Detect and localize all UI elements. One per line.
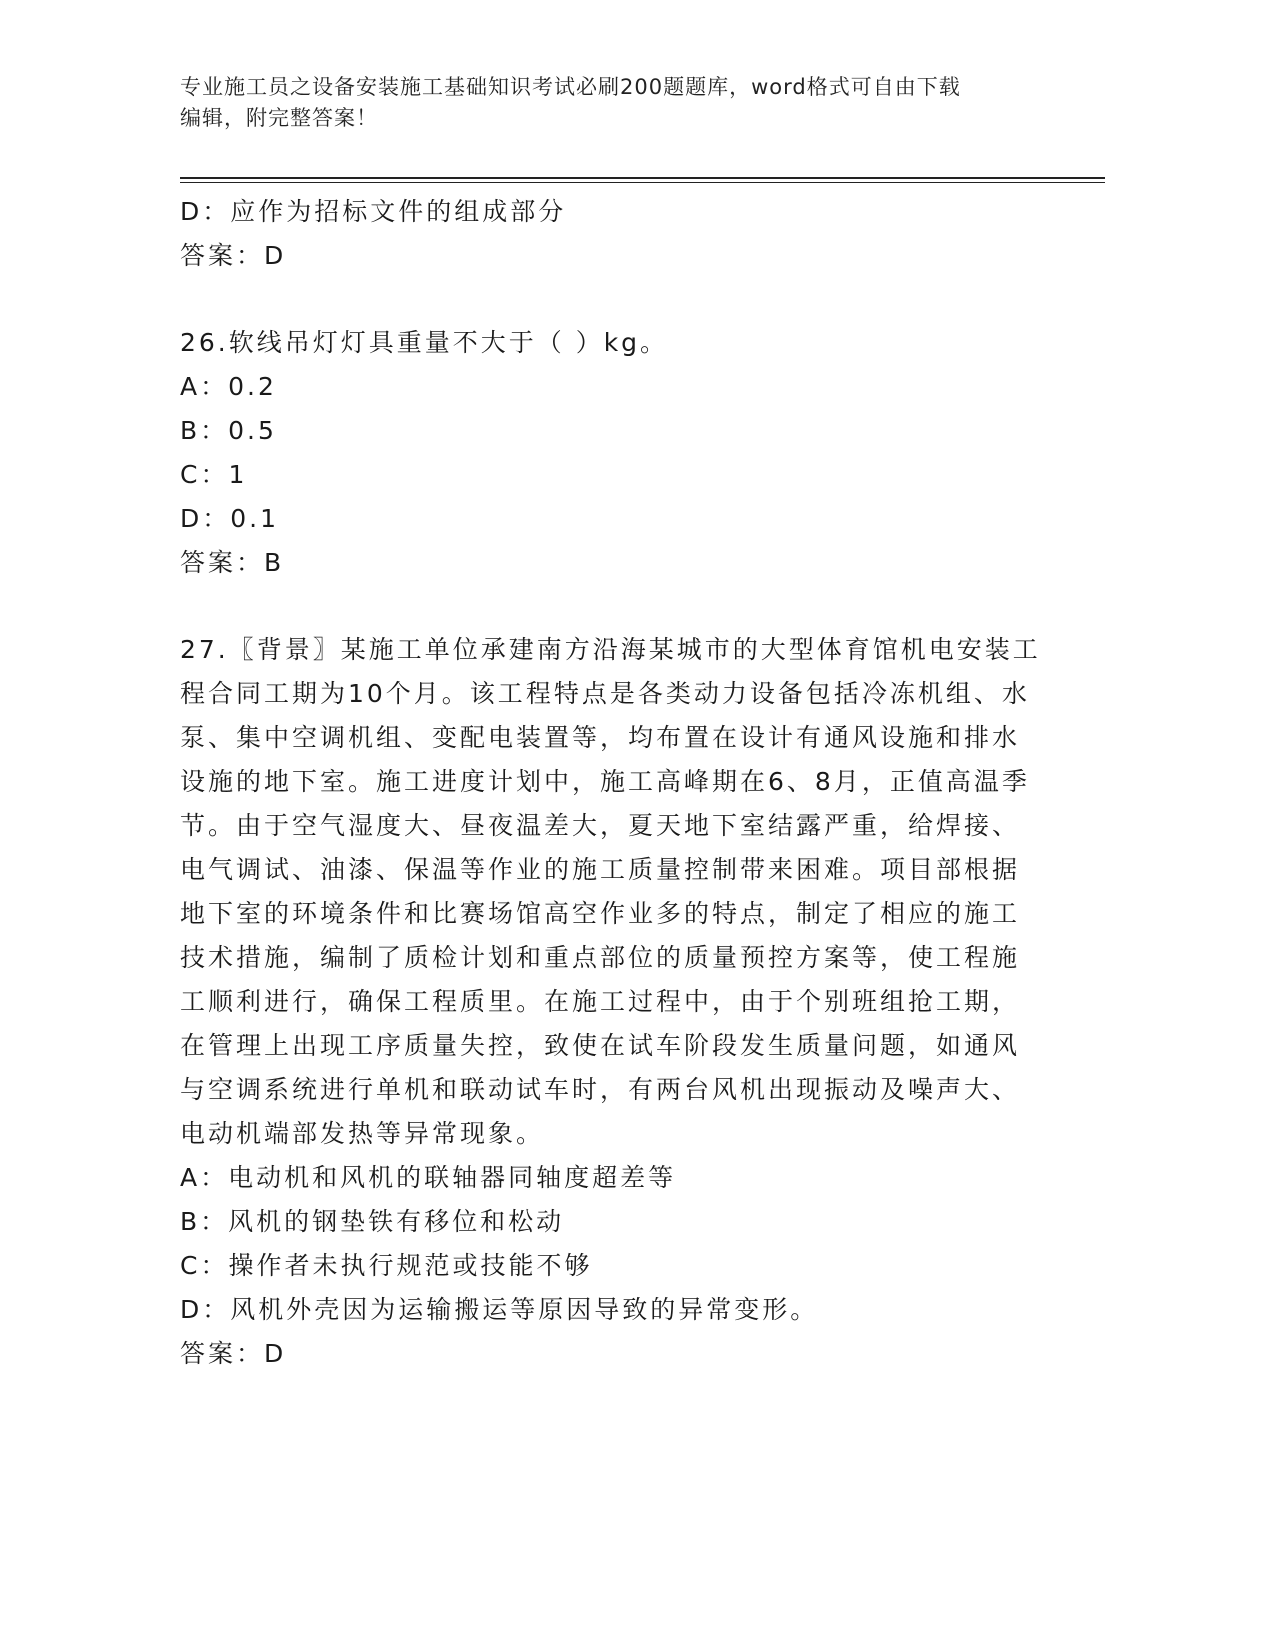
document-header bbox=[180, 72, 1040, 134]
q26-option-c: C：1 bbox=[180, 460, 248, 489]
q27-stem-line: 电动机端部发热等异常现象。 bbox=[180, 1119, 545, 1148]
q27-stem bbox=[180, 628, 1041, 1156]
q27-stem-line: 与空调系统进行单机和联动试车时，有两台风机出现振动及噪声大、 bbox=[180, 1075, 1021, 1104]
q27-stem-line: 地下室的环境条件和比赛场馆高空作业多的特点，制定了相应的施工 bbox=[180, 899, 1021, 928]
q26-answer: 答案：B bbox=[180, 548, 285, 577]
spacer bbox=[180, 585, 1080, 628]
q25-answer: 答案：D bbox=[180, 241, 287, 270]
q27-option-d: D：风机外壳因为运输搬运等原因导致的异常变形。 bbox=[180, 1295, 819, 1324]
q27-option-c: C：操作者未执行规范或技能不够 bbox=[180, 1251, 593, 1280]
q25-option-d: D：应作为招标文件的组成部分 bbox=[180, 197, 567, 226]
q27-stem-line: 设施的地下室。施工进度计划中，施工高峰期在6、8月，正值高温季 bbox=[180, 767, 1030, 796]
q26-option-b: B：0.5 bbox=[180, 416, 277, 445]
q27-stem-line: 节。由于空气湿度大、昼夜温差大，夏天地下室结露严重，给焊接、 bbox=[180, 811, 1021, 840]
header-title-line-2: 编辑，附完整答案！ bbox=[180, 106, 378, 130]
q27-answer: 答案：D bbox=[180, 1339, 287, 1368]
spacer bbox=[180, 278, 1080, 321]
q26-option-a: A：0.2 bbox=[180, 372, 277, 401]
q27-option-b: B：风机的钢垫铁有移位和松动 bbox=[180, 1207, 565, 1236]
q27-stem-line: 工顺利进行，确保工程质里。在施工过程中，由于个别班组抢工期， bbox=[180, 987, 1021, 1016]
q27-stem-line: 技术措施，编制了质检计划和重点部位的质量预控方案等，使工程施 bbox=[180, 943, 1021, 972]
q26-stem: 26.软线吊灯灯具重量不大于（ ）kg。 bbox=[180, 328, 669, 357]
q27-option-a: A：电动机和风机的联轴器同轴度超差等 bbox=[180, 1163, 677, 1192]
q27-stem-line: 27.〖背景〗某施工单位承建南方沿海某城市的大型体育馆机电安装工 bbox=[180, 635, 1041, 664]
q27-stem-line: 程合同工期为10个月。该工程特点是各类动力设备包括冷冻机组、水 bbox=[180, 679, 1030, 708]
q26-option-d: D：0.1 bbox=[180, 504, 280, 533]
header-divider-thin bbox=[180, 182, 1105, 183]
q27-stem-line: 电气调试、油漆、保温等作业的施工质量控制带来困难。项目部根据 bbox=[180, 855, 1021, 884]
question-content bbox=[180, 190, 1080, 1376]
header-divider-thick bbox=[180, 177, 1105, 179]
header-title-line-1: 专业施工员之设备安装施工基础知识考试必刷200题题库，word格式可自由下载 bbox=[180, 75, 961, 99]
q27-stem-line: 在管理上出现工序质量失控，致使在试车阶段发生质量问题，如通风 bbox=[180, 1031, 1021, 1060]
q27-stem-line: 泵、集中空调机组、变配电装置等，均布置在设计有通风设施和排水 bbox=[180, 723, 1021, 752]
